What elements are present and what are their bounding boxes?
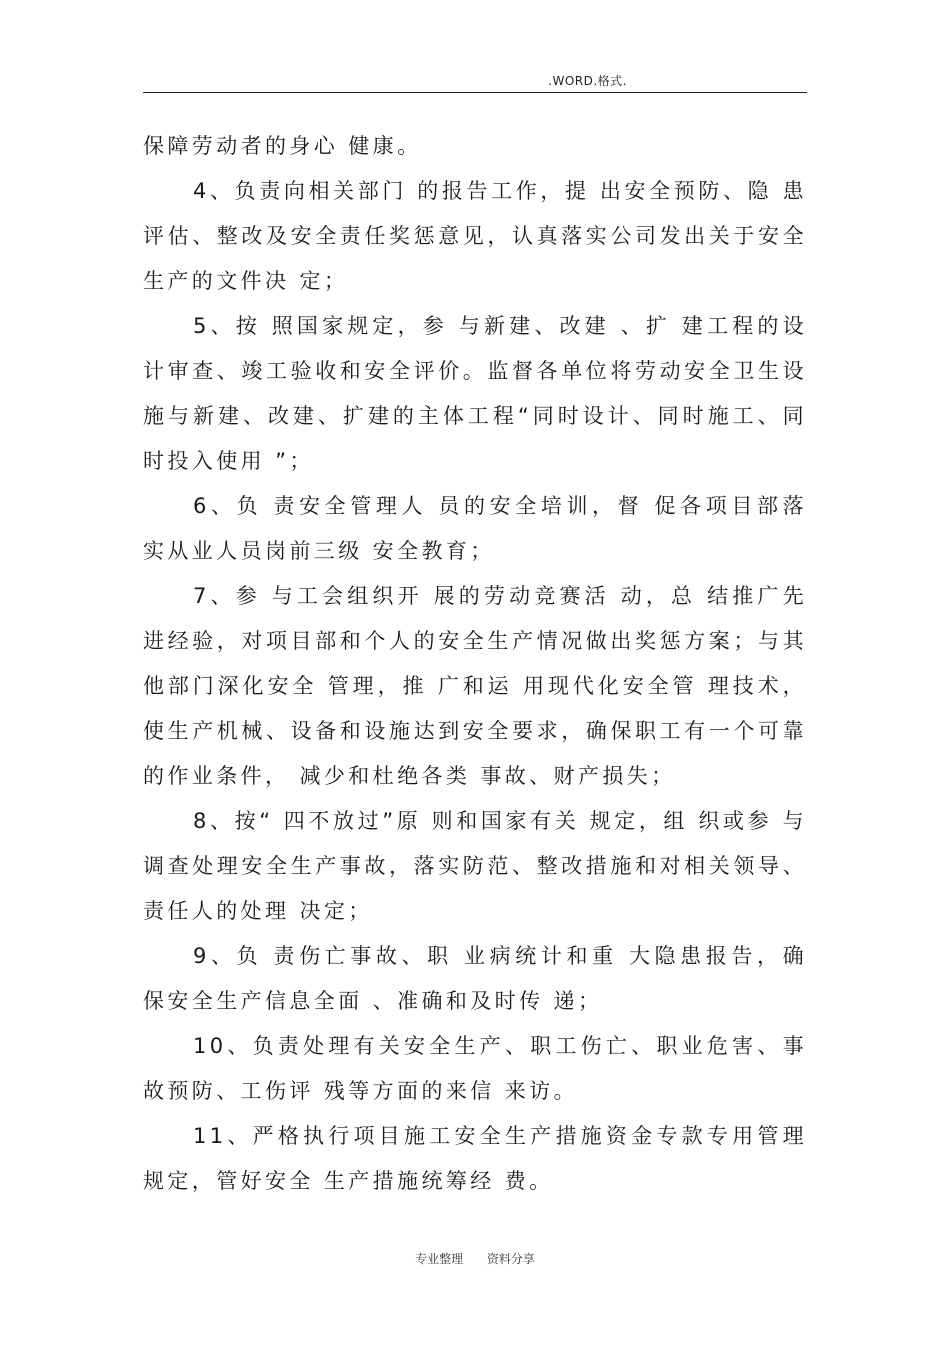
paragraph-1: 保障劳动者的身心 健康。 — [143, 134, 422, 158]
paragraph-8: 10、负责处理有关安全生产、职工伤亡、职业危害、事故预防、工伤评 残等方面的来信 来访。 — [143, 1034, 807, 1103]
header-label: .WORD.格式. — [548, 74, 627, 88]
footer-left-text: 专业整理 — [415, 1252, 464, 1266]
paragraph-5: 7、参 与工会组织开 展的劳动竞赛活 动，总 结推广先 进经验，对项目部和个人的安全生产情况做出奖惩方案；与其他部门深化安全 管理，推 广和运 用现代化安全管 理技术，使生产机械、设备和设施达到安全要求，确保职工有一个可靠的作业条件， 减少和杜绝各类 事故、财产损失； — [143, 584, 807, 788]
page-header — [143, 70, 807, 93]
paragraph-3: 5、按 照国家规定，参 与新建、改建 、扩 建工程的设 计审查、竣工验收和安全评价。监督各单位将劳动安全卫生设施与新建、改建、扩建的主体工程“同时设计、同时施工、同时投入使用 ”； — [143, 314, 807, 473]
document-body — [143, 124, 807, 1204]
footer-right-text: 资料分享 — [486, 1252, 535, 1266]
paragraph-2: 4、负责向相关部门 的报告工作，提 出安全预防、隐 患评估、整改及安全责任奖惩意见，认真落实公司发出关于安全生产的文件决 定； — [143, 179, 807, 293]
paragraph-9: 11、严格执行项目施工安全生产措施资金专款专用管理规定，管好安全 生产措施统筹经 费。 — [143, 1124, 807, 1193]
paragraph-6: 8、按“ 四不放过”原 则和国家有关 规定，组 织或参 与调查处理安全生产事故，落实防范、整改措施和对相关领导、责任人的处理 决定； — [143, 809, 807, 923]
paragraph-4: 6、负 责安全管理人 员的安全培训，督 促各项目部落 实从业人员岗前三级 安全教育； — [143, 494, 807, 563]
page-footer — [0, 1250, 950, 1267]
paragraph-7: 9、负 责伤亡事故、职 业病统计和重 大隐患报告，确 保安全生产信息全面 、准确和及时传 递； — [143, 944, 807, 1013]
